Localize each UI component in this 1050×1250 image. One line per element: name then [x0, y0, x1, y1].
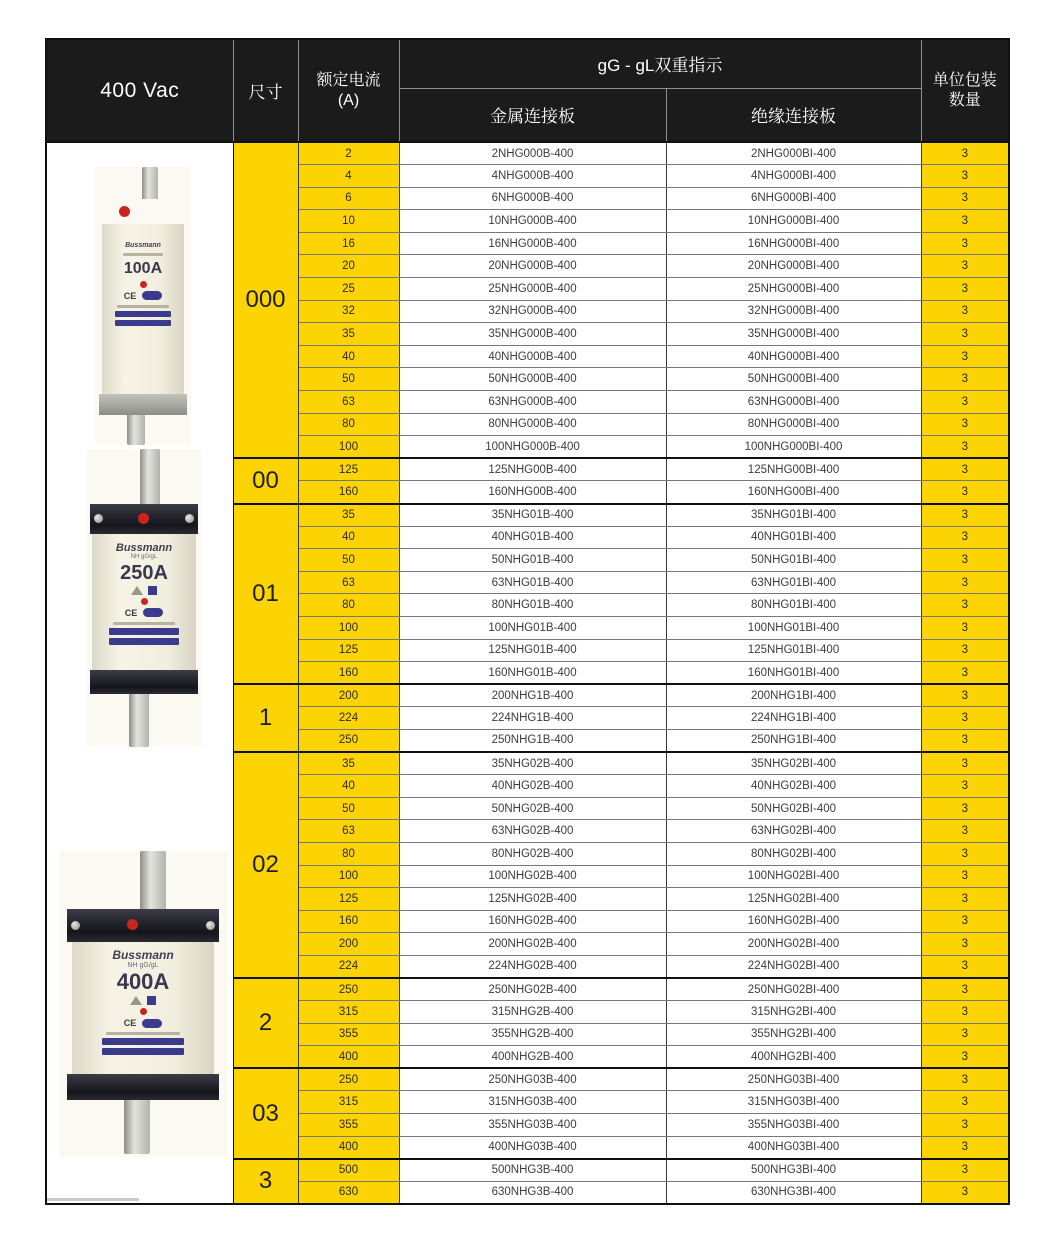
current-cell: 100: [298, 616, 399, 639]
qty-cell: 3: [921, 707, 1009, 730]
indicator-dot-icon: [138, 513, 149, 524]
insulated-part-cell: 80NHG02BI-400: [666, 842, 921, 865]
fuse-body: [72, 942, 214, 1074]
metal-part-cell: 250NHG03B-400: [399, 1068, 666, 1091]
insulated-part-cell: 40NHG02BI-400: [666, 775, 921, 798]
insulated-part-cell: 63NHG01BI-400: [666, 571, 921, 594]
size-cell: 01: [233, 504, 298, 685]
metal-part-cell: 80NHG01B-400: [399, 594, 666, 617]
fuse-photo-size-02: [59, 851, 227, 1157]
metal-part-cell: 315NHG03B-400: [399, 1091, 666, 1114]
current-cell: 80: [298, 413, 399, 436]
current-cell: 40: [298, 526, 399, 549]
qty-cell: 3: [921, 368, 1009, 391]
insulated-part-cell: 2NHG000BI-400: [666, 142, 921, 165]
rating-label: 400A: [116, 969, 170, 994]
label-line: [123, 253, 163, 256]
current-cell: 125: [298, 458, 399, 481]
metal-part-cell: 40NHG01B-400: [399, 526, 666, 549]
screw-icon: [71, 921, 80, 930]
current-cell: 224: [298, 707, 399, 730]
table-row: [46, 142, 1009, 165]
current-cell: 2: [298, 142, 399, 165]
metal-part-cell: 125NHG01B-400: [399, 639, 666, 662]
screw-icon: [185, 514, 194, 523]
fuse-top-cap: [90, 504, 198, 534]
metal-part-cell: 500NHG3B-400: [399, 1159, 666, 1182]
insulated-part-cell: 500NHG3BI-400: [666, 1159, 921, 1182]
current-cell: 160: [298, 910, 399, 933]
metal-part-cell: 250NHG02B-400: [399, 978, 666, 1001]
metal-part-cell: 4NHG000B-400: [399, 165, 666, 188]
insulated-part-cell: 400NHG2BI-400: [666, 1046, 921, 1069]
current-cell: 160: [298, 481, 399, 504]
size-column-header: 尺寸: [233, 39, 298, 142]
size-cell: 3: [233, 1159, 298, 1204]
metal-part-cell: 40NHG000B-400: [399, 345, 666, 368]
metal-part-cell: 10NHG000B-400: [399, 210, 666, 233]
fuse-blade-icon: [127, 415, 145, 445]
qty-cell: 3: [921, 978, 1009, 1001]
size-cell: 00: [233, 458, 298, 503]
label-bar: [115, 311, 171, 317]
qty-cell: 3: [921, 616, 1009, 639]
insulated-part-cell: 35NHG01BI-400: [666, 504, 921, 527]
insulated-part-cell: 50NHG01BI-400: [666, 549, 921, 572]
insulated-part-cell: 50NHG02BI-400: [666, 797, 921, 820]
metal-part-cell: 63NHG000B-400: [399, 391, 666, 414]
qty-cell: 3: [921, 323, 1009, 346]
label-bar: [109, 628, 179, 635]
brand-label: Bussmann: [112, 948, 174, 962]
qty-cell: 3: [921, 820, 1009, 843]
series-label: NH gG/gL: [127, 962, 159, 969]
indicator-dot-icon: [127, 919, 138, 930]
fuse-bottom-cap: [99, 394, 187, 415]
current-cell: 80: [298, 842, 399, 865]
insulated-part-cell: 355NHG03BI-400: [666, 1114, 921, 1137]
current-cell: 200: [298, 684, 399, 707]
qty-cell: 3: [921, 1001, 1009, 1024]
fuse-bottom-cap: [90, 670, 198, 694]
qty-cell: 3: [921, 1114, 1009, 1137]
current-cell: 40: [298, 775, 399, 798]
metal-part-cell: 224NHG1B-400: [399, 707, 666, 730]
qty-cell: 3: [921, 458, 1009, 481]
metal-part-cell: 200NHG02B-400: [399, 933, 666, 956]
insulated-part-cell: 35NHG000BI-400: [666, 323, 921, 346]
current-cell: 16: [298, 232, 399, 255]
metal-part-cell: 80NHG02B-400: [399, 842, 666, 865]
insulated-part-cell: 160NHG02BI-400: [666, 910, 921, 933]
metal-part-cell: 355NHG2B-400: [399, 1023, 666, 1046]
current-cell: 63: [298, 571, 399, 594]
rating-label: 100A: [123, 260, 163, 278]
insulated-part-cell: 50NHG000BI-400: [666, 368, 921, 391]
metal-part-cell: 50NHG02B-400: [399, 797, 666, 820]
insulated-part-cell: 200NHG02BI-400: [666, 933, 921, 956]
current-cell: 10: [298, 210, 399, 233]
current-cell: 50: [298, 797, 399, 820]
fuse-blade-icon: [140, 449, 160, 504]
gg-gl-group-header: gG - gL双重指示: [399, 39, 921, 88]
qty-cell: 3: [921, 391, 1009, 414]
metal-part-cell: 16NHG000B-400: [399, 232, 666, 255]
cert-square-icon: [148, 586, 157, 595]
metal-plate-header: 金属连接板: [399, 88, 666, 142]
fuse-blade-icon: [124, 1100, 150, 1154]
indicator-dot-icon: [140, 1008, 147, 1015]
insulated-part-cell: 355NHG2BI-400: [666, 1023, 921, 1046]
insulated-part-cell: 224NHG02BI-400: [666, 955, 921, 978]
fuse-top-cap: [99, 199, 187, 224]
metal-part-cell: 63NHG01B-400: [399, 571, 666, 594]
ce-mark: CE: [123, 290, 137, 301]
insulated-part-cell: 100NHG000BI-400: [666, 436, 921, 459]
metal-part-cell: 35NHG000B-400: [399, 323, 666, 346]
metal-part-cell: 355NHG03B-400: [399, 1114, 666, 1137]
current-cell: 250: [298, 978, 399, 1001]
rated-current-header: [298, 39, 399, 142]
qty-cell: 3: [921, 142, 1009, 165]
insulated-part-cell: 63NHG000BI-400: [666, 391, 921, 414]
current-cell: 125: [298, 888, 399, 911]
insulated-part-cell: 224NHG1BI-400: [666, 707, 921, 730]
current-cell: 80: [298, 594, 399, 617]
current-cell: 500: [298, 1159, 399, 1182]
qty-cell: 3: [921, 662, 1009, 685]
packaging-qty-header-line1: 单位包装: [932, 71, 997, 89]
badge-icon: [142, 1019, 162, 1028]
metal-part-cell: 400NHG03B-400: [399, 1136, 666, 1159]
badge-icon: [142, 291, 162, 300]
insulated-part-cell: 400NHG03BI-400: [666, 1136, 921, 1159]
current-cell: 35: [298, 323, 399, 346]
metal-part-cell: 630NHG3B-400: [399, 1181, 666, 1204]
qty-cell: 3: [921, 1046, 1009, 1069]
qty-cell: 3: [921, 1159, 1009, 1182]
current-cell: 32: [298, 300, 399, 323]
metal-part-cell: 50NHG000B-400: [399, 368, 666, 391]
current-cell: 355: [298, 1114, 399, 1137]
fuse-photo-size-01: [87, 449, 201, 747]
insulated-part-cell: 20NHG000BI-400: [666, 255, 921, 278]
qty-cell: 3: [921, 955, 1009, 978]
metal-part-cell: 6NHG000B-400: [399, 187, 666, 210]
indicator-dot-icon: [119, 206, 130, 217]
fuse-photo-size-000: [95, 167, 191, 445]
insulated-part-cell: 40NHG000BI-400: [666, 345, 921, 368]
current-cell: 35: [298, 752, 399, 775]
metal-part-cell: 224NHG02B-400: [399, 955, 666, 978]
size-cell: 2: [233, 978, 298, 1068]
insulated-part-cell: 63NHG02BI-400: [666, 820, 921, 843]
qty-cell: 3: [921, 842, 1009, 865]
qty-cell: 3: [921, 526, 1009, 549]
current-cell: 200: [298, 933, 399, 956]
metal-part-cell: 160NHG00B-400: [399, 481, 666, 504]
metal-part-cell: 35NHG01B-400: [399, 504, 666, 527]
ce-mark: CE: [124, 607, 138, 618]
label-bar: [115, 320, 171, 326]
qty-cell: 3: [921, 797, 1009, 820]
qty-cell: 3: [921, 729, 1009, 752]
insulated-part-cell: 250NHG02BI-400: [666, 978, 921, 1001]
qty-cell: 3: [921, 187, 1009, 210]
table-body: [46, 142, 1009, 1204]
size-cell: 03: [233, 1068, 298, 1158]
screw-icon: [94, 514, 103, 523]
qty-cell: 3: [921, 1023, 1009, 1046]
insulated-part-cell: 35NHG02BI-400: [666, 752, 921, 775]
qty-cell: 3: [921, 504, 1009, 527]
brand-label: Bussmann: [115, 541, 173, 554]
insulated-part-cell: 6NHG000BI-400: [666, 187, 921, 210]
qty-cell: 3: [921, 300, 1009, 323]
qty-cell: 3: [921, 639, 1009, 662]
qty-cell: 3: [921, 594, 1009, 617]
metal-part-cell: 100NHG02B-400: [399, 865, 666, 888]
packaging-qty-header: [921, 39, 1009, 142]
insulated-part-cell: 16NHG000BI-400: [666, 232, 921, 255]
qty-cell: 3: [921, 888, 1009, 911]
metal-part-cell: 80NHG000B-400: [399, 413, 666, 436]
insulated-part-cell: 315NHG03BI-400: [666, 1091, 921, 1114]
voltage-header: 400 Vac: [46, 39, 233, 142]
metal-part-cell: 100NHG000B-400: [399, 436, 666, 459]
metal-part-cell: 315NHG2B-400: [399, 1001, 666, 1024]
current-cell: 63: [298, 820, 399, 843]
current-cell: 224: [298, 955, 399, 978]
qty-cell: 3: [921, 413, 1009, 436]
metal-part-cell: 200NHG1B-400: [399, 684, 666, 707]
current-cell: 50: [298, 549, 399, 572]
fuse-blade-icon: [129, 694, 149, 747]
qty-cell: 3: [921, 910, 1009, 933]
size-cell: 1: [233, 684, 298, 752]
insulated-part-cell: 200NHG1BI-400: [666, 684, 921, 707]
product-photos-cell: [46, 142, 233, 1204]
current-cell: 125: [298, 639, 399, 662]
rating-label: 250A: [120, 561, 168, 584]
packaging-qty-header-line2: 数量: [948, 91, 981, 109]
insulated-part-cell: 80NHG000BI-400: [666, 413, 921, 436]
insulated-part-cell: 25NHG000BI-400: [666, 278, 921, 301]
current-cell: 63: [298, 391, 399, 414]
qty-cell: 3: [921, 278, 1009, 301]
metal-part-cell: 400NHG2B-400: [399, 1046, 666, 1069]
current-cell: 315: [298, 1091, 399, 1114]
current-cell: 250: [298, 1068, 399, 1091]
qty-cell: 3: [921, 232, 1009, 255]
fuse-body: [102, 224, 184, 394]
rated-current-header-line1: 额定电流: [316, 71, 381, 89]
insulated-part-cell: 100NHG01BI-400: [666, 616, 921, 639]
qty-cell: 3: [921, 1181, 1009, 1204]
label-bar: [102, 1048, 184, 1055]
insulated-part-cell: 160NHG00BI-400: [666, 481, 921, 504]
qty-cell: 3: [921, 752, 1009, 775]
indicator-dot-icon: [140, 281, 147, 288]
series-label: NH gG/gL: [130, 553, 158, 560]
qty-cell: 3: [921, 549, 1009, 572]
fuse-bottom-cap: [67, 1074, 219, 1100]
brand-label: Bussmann: [125, 242, 161, 250]
insulated-part-cell: 10NHG000BI-400: [666, 210, 921, 233]
current-cell: 250: [298, 729, 399, 752]
table-header: [46, 39, 1009, 142]
metal-part-cell: 32NHG000B-400: [399, 300, 666, 323]
insulated-part-cell: 125NHG00BI-400: [666, 458, 921, 481]
metal-part-cell: 20NHG000B-400: [399, 255, 666, 278]
qty-cell: 3: [921, 210, 1009, 233]
label-line: [106, 1032, 180, 1035]
metal-part-cell: 100NHG01B-400: [399, 616, 666, 639]
label-bar: [109, 638, 179, 645]
badge-icon: [143, 608, 163, 617]
current-cell: 315: [298, 1001, 399, 1024]
insulated-part-cell: 125NHG01BI-400: [666, 639, 921, 662]
qty-cell: 3: [921, 684, 1009, 707]
current-cell: 40: [298, 345, 399, 368]
metal-part-cell: 40NHG02B-400: [399, 775, 666, 798]
metal-part-cell: 125NHG02B-400: [399, 888, 666, 911]
current-cell: 160: [298, 662, 399, 685]
metal-part-cell: 160NHG02B-400: [399, 910, 666, 933]
fuse-blade-icon: [142, 167, 158, 199]
product-photos: [47, 143, 233, 1203]
insulated-part-cell: 250NHG03BI-400: [666, 1068, 921, 1091]
label-line: [113, 622, 175, 625]
current-cell: 630: [298, 1181, 399, 1204]
current-cell: 20: [298, 255, 399, 278]
catalog-table-wrap: [45, 38, 1010, 1205]
metal-part-cell: 2NHG000B-400: [399, 142, 666, 165]
qty-cell: 3: [921, 933, 1009, 956]
insulated-part-cell: 100NHG02BI-400: [666, 865, 921, 888]
metal-part-cell: 63NHG02B-400: [399, 820, 666, 843]
cert-triangle-icon: [131, 586, 143, 595]
rated-current-header-line2: (A): [337, 91, 360, 109]
fuse-top-cap: [67, 909, 219, 942]
current-cell: 6: [298, 187, 399, 210]
insulated-plate-header: 绝缘连接板: [666, 88, 921, 142]
screw-icon: [206, 921, 215, 930]
cert-triangle-icon: [130, 996, 142, 1005]
qty-cell: 3: [921, 165, 1009, 188]
fuse-catalog-table: [45, 38, 1010, 1205]
metal-part-cell: 25NHG000B-400: [399, 278, 666, 301]
current-cell: 35: [298, 504, 399, 527]
insulated-part-cell: 125NHG02BI-400: [666, 888, 921, 911]
current-cell: 100: [298, 436, 399, 459]
current-cell: 100: [298, 865, 399, 888]
insulated-part-cell: 250NHG1BI-400: [666, 729, 921, 752]
label-line: [117, 305, 169, 308]
qty-cell: 3: [921, 1136, 1009, 1159]
insulated-part-cell: 32NHG000BI-400: [666, 300, 921, 323]
insulated-part-cell: 630NHG3BI-400: [666, 1181, 921, 1204]
qty-cell: 3: [921, 481, 1009, 504]
ce-mark: CE: [123, 1018, 137, 1029]
indicator-dot-icon: [141, 598, 148, 605]
metal-part-cell: 50NHG01B-400: [399, 549, 666, 572]
current-cell: 4: [298, 165, 399, 188]
photo-cell-edge: [47, 1198, 139, 1201]
qty-cell: 3: [921, 436, 1009, 459]
qty-cell: 3: [921, 345, 1009, 368]
current-cell: 25: [298, 278, 399, 301]
current-cell: 400: [298, 1136, 399, 1159]
metal-part-cell: 35NHG02B-400: [399, 752, 666, 775]
metal-part-cell: 160NHG01B-400: [399, 662, 666, 685]
metal-part-cell: 250NHG1B-400: [399, 729, 666, 752]
current-cell: 50: [298, 368, 399, 391]
label-bar: [102, 1038, 184, 1045]
insulated-part-cell: 80NHG01BI-400: [666, 594, 921, 617]
insulated-part-cell: 315NHG2BI-400: [666, 1001, 921, 1024]
cert-square-icon: [147, 996, 156, 1005]
insulated-part-cell: 4NHG000BI-400: [666, 165, 921, 188]
size-cell: 000: [233, 142, 298, 458]
insulated-part-cell: 40NHG01BI-400: [666, 526, 921, 549]
qty-cell: 3: [921, 255, 1009, 278]
current-cell: 355: [298, 1023, 399, 1046]
qty-cell: 3: [921, 865, 1009, 888]
qty-cell: 3: [921, 1091, 1009, 1114]
qty-cell: 3: [921, 775, 1009, 798]
fuse-blade-icon: [140, 851, 166, 909]
metal-part-cell: 125NHG00B-400: [399, 458, 666, 481]
qty-cell: 3: [921, 571, 1009, 594]
size-cell: 02: [233, 752, 298, 978]
insulated-part-cell: 160NHG01BI-400: [666, 662, 921, 685]
fuse-body: [92, 534, 196, 670]
current-cell: 400: [298, 1046, 399, 1069]
qty-cell: 3: [921, 1068, 1009, 1091]
